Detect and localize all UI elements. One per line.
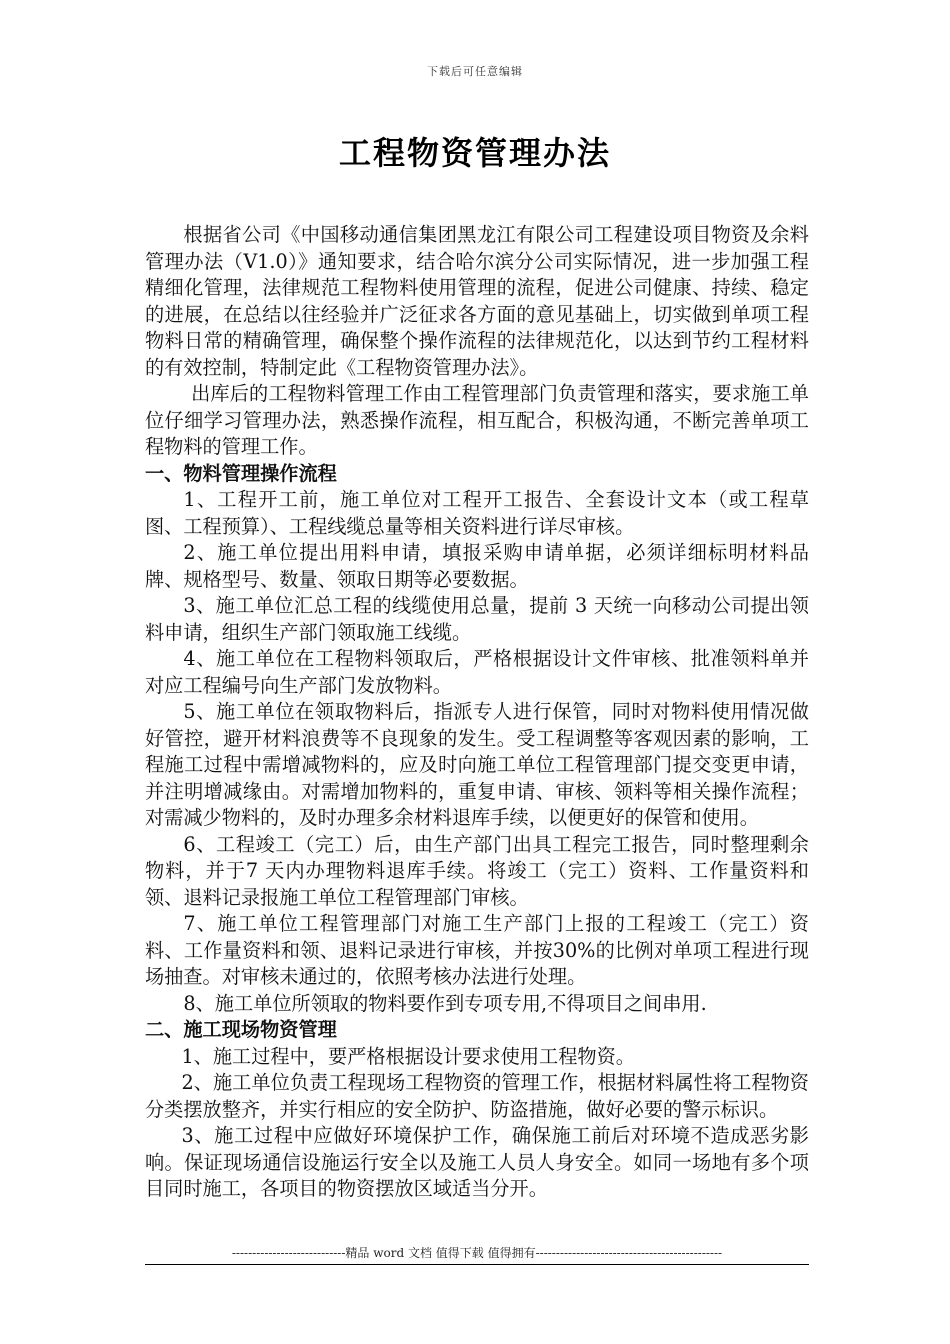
section1-item-5: 5、施工单位在领取物料后，指派专人进行保管，同时对物料使用情况做好管控，避开材料浪费等不良现象的发生。受工程调整等客观因素的影响，工程施工过程中需增减物料的，应及时向施工单位工程管理部门提交变更申请，并注明增减缘由。对需增加物料的，重复申请、审核、领料等相关操作流程；对需减少物料的，及时办理多余材料退库手续，以便更好的保管和使用。 [145,700,809,829]
intro-paragraph-1: 根据省公司《中国移动通信集团黑龙江有限公司工程建设项目物资及余料管理办法（V1.0）》通知要求，结合哈尔滨分公司实际情况，进一步加强工程精细化管理，法律规范工程物料使用管理的流程，促进公司健康、持续、稳定的进展，在总结以往经验并广泛征求各方面的意见基础上，切实做到单项工程物料日常的精确管理，确保整个操作流程的法律规范化，以达到节约工程材料的有效控制，特制定此《工程物资管理办法》。 [145,223,809,379]
intro-paragraph-2: 出库后的工程物料管理工作由工程管理部门负责管理和落实，要求施工单位仔细学习管理办法，熟悉操作流程，相互配合，积极沟通，不断完善单项工程物料的管理工作。 [145,382,809,458]
section1-item-1: 1、工程开工前，施工单位对工程开工报告、全套设计文本（或工程草图、工程预算）、工程线缆总量等相关资料进行详尽审核。 [145,488,809,538]
document-body [145,222,809,1203]
section1-item-4: 4、施工单位在工程物料领取后，严格根据设计文件审核、批准领料单并对应工程编号向生产部门发放物料。 [145,647,809,697]
section2-item-1: 1、施工过程中，要严格根据设计要求使用工程物资。 [181,1044,635,1068]
section1-item-3: 3、施工单位汇总工程的线缆使用总量，提前 3 天统一向移动公司提出领料申请，组织生产部门领取施工线缆。 [145,594,809,644]
document-title: 工程物资管理办法 [338,134,611,172]
section1-item-2: 2、施工单位提出用料申请，填报采购申请单据，必须详细标明材料品牌、规格型号、数量、领取日期等必要数据。 [145,541,809,591]
section2-item-3: 3、施工过程中应做好环境保护工作，确保施工前后对环境不造成恶劣影响。保证现场通信设施运行安全以及施工人员人身安全。如同一场地有多个项目同时施工，各项目的物资摆放区域适当分开。 [145,1124,809,1200]
section1-item-8: 8、施工单位所领取的物料要作到专项专用,不得项目之间串用. [183,991,707,1015]
section1-item-6: 6、工程竣工（完工）后，由生产部门出具工程完工报告，同时整理剩余物料，并于7 天内办理物料退库手续。将竣工（完工）资料、工作量资料和领、退料记录报施工单位工程管理部门审核。 [145,832,809,909]
section-heading-2: 二、施工现场物资管理 [145,1018,337,1041]
section1-item-7: 7、施工单位工程管理部门对施工生产部门上报的工程竣工（完工）资料、工作量资料和领、退料记录进行审核，并按30%的比例对单项工程进行现场抽查。对审核未通过的，依照考核办法进行处理。 [145,912,809,988]
section-heading-1: 一、物料管理操作流程 [145,461,337,485]
footer-rule [145,1264,809,1265]
section2-item-2: 2、施工单位负责工程现场工程物资的管理工作，根据材料属性将工程物资分类摆放整齐，并实行相应的安全防护、防盗措施，做好必要的警示标识。 [145,1071,809,1121]
footer-watermark-text: ----------------------------精品 word 文档 值得下载 值得拥有---------------------------------------------- [231,1246,723,1260]
header-note: 下载后可任意编辑 [427,65,523,78]
